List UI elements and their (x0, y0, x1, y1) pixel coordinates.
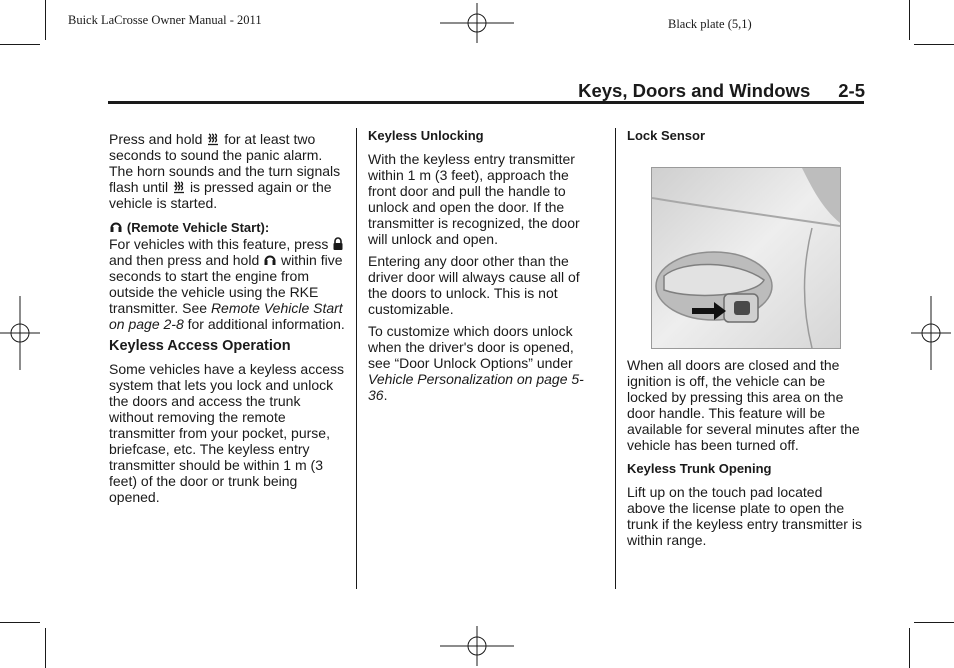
remote-start-icon (109, 219, 123, 234)
crop-mark (0, 44, 40, 45)
keyless-trunk-paragraph: Lift up on the touch pad located above the license plate to open the trunk if the keyless entry transmitter is within range. (627, 484, 862, 548)
keyless-access-heading: Keyless Access Operation (109, 338, 291, 354)
column-1 (109, 131, 347, 511)
column-3-lower (627, 357, 863, 554)
section-title: Keys, Doors and Windows (578, 80, 811, 101)
header-rule (108, 101, 864, 104)
panic-paragraph: Press and hold for at least two seconds to sound the panic alarm. The horn sounds and the turn signals flash until is pressed again or the vehicle is started. (109, 131, 341, 211)
remote-start-link[interactable]: Remote Vehicle Start on page 2-8 (109, 300, 343, 332)
remote-start-paragraph: (Remote Vehicle Start): For vehicles with this feature, press and then press and hold within five seconds to start the engine from outside the vehicle using the RKE transmitter. See Remote Vehicle Start on page 2-8 for additional information. (109, 220, 345, 332)
plate-label: Black plate (5,1) (668, 17, 752, 31)
column-divider (356, 128, 357, 589)
registration-mark-right (911, 296, 951, 370)
lock-sensor-paragraph: When all doors are closed and the ignition is off, the vehicle can be locked by pressing this area on the door handle. This feature will be available for several minutes after the vehicle has been turned off. (627, 357, 860, 453)
keyless-unlocking-paragraph-3: To customize which doors unlock when the driver's door is opened, see “Door Unlock Options” under Vehicle Personalization on page 5-36. (368, 323, 584, 403)
vehicle-personalization-link[interactable]: Vehicle Personalization on page 5-36 (368, 371, 584, 403)
lock-sensor-heading: Lock Sensor (627, 128, 706, 143)
crop-mark (909, 628, 910, 668)
crop-mark (45, 0, 46, 40)
registration-mark-bottom (440, 626, 514, 666)
page-number: 2-5 (838, 80, 865, 101)
crop-mark (914, 44, 954, 45)
crop-mark (0, 622, 40, 623)
column-3 (627, 128, 863, 151)
crop-mark (909, 0, 910, 40)
keyless-trunk-heading: Keyless Trunk Opening (627, 461, 772, 476)
lock-icon (332, 237, 344, 251)
registration-mark-left (0, 296, 40, 370)
crop-mark (914, 622, 954, 623)
page-title (578, 80, 865, 102)
manual-title: Buick LaCrosse Owner Manual - 2011 (68, 13, 262, 27)
registration-mark-top (440, 3, 514, 43)
panic-alarm-icon (172, 180, 186, 194)
keyless-unlocking-paragraph-2: Entering any door other than the driver door will always cause all of the doors to unlock. This is not customizable. (368, 253, 580, 317)
remote-start-heading: (Remote Vehicle Start): (126, 220, 270, 235)
remote-start-icon (263, 252, 277, 267)
column-2 (368, 128, 600, 409)
keyless-access-paragraph: Some vehicles have a keyless access system that lets you lock and unlock the doors and access the trunk without removing the remote transmitter from your pocket, purse, briefcase, etc. The keyless entry transmitter should be within 1 m (3 feet) of the door or trunk being opened. (109, 361, 344, 505)
door-handle-photo (651, 167, 841, 349)
keyless-unlocking-heading: Keyless Unlocking (368, 128, 484, 143)
keyless-unlocking-paragraph-1: With the keyless entry transmitter within 1 m (3 feet), approach the front door and pull the handle to unlock and open the door. If the transmitter is recognized, the door will unlock and open. (368, 151, 580, 247)
column-divider (615, 128, 616, 589)
crop-mark (45, 628, 46, 668)
panic-alarm-icon (206, 132, 220, 146)
